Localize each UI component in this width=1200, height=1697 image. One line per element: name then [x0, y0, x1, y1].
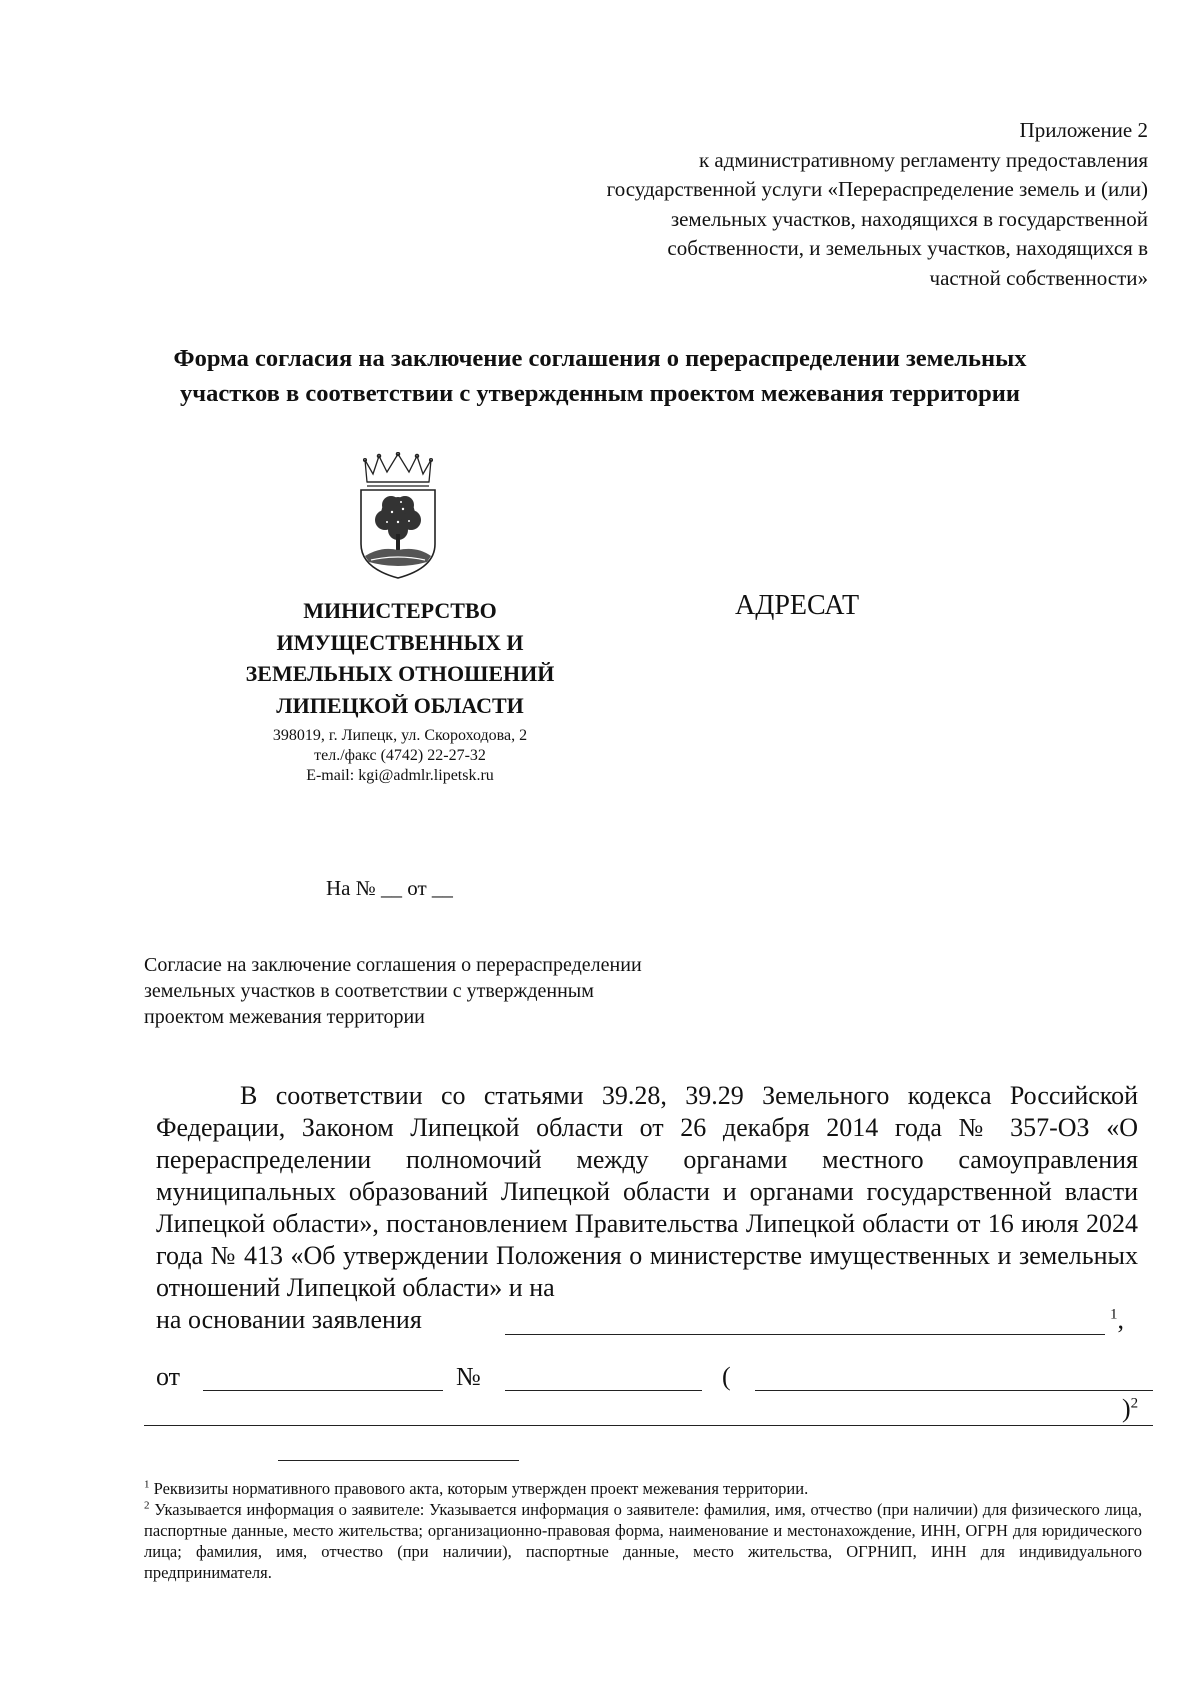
subject	[144, 952, 784, 1030]
footnotes	[144, 1478, 1142, 1583]
subject-line: проектом межевания территории	[144, 1006, 425, 1028]
footnote-mark: 1	[1110, 1306, 1118, 1323]
form-title-line: участков в соответствии с утвержденным проектом межевания территории	[180, 380, 1020, 407]
ministry-line: МИНИСТЕРСТВО	[303, 598, 497, 623]
appendix-line: к административному регламенту предоставления	[698, 147, 1148, 172]
application-details-field[interactable]	[505, 1334, 1105, 1335]
date-field[interactable]	[203, 1390, 443, 1391]
appendix-line: собственности, и земельных участков, находящихся в	[667, 236, 1148, 260]
footnote-mark: 2	[1130, 1395, 1139, 1412]
ministry-address: 398019, г. Липецк, ул. Скороходова, 2	[272, 727, 528, 744]
close-paren: )	[1122, 1394, 1131, 1423]
form-title	[120, 341, 1080, 411]
footnote-1	[144, 1478, 1142, 1499]
footnote-separator	[278, 1460, 519, 1461]
appendix-line: Приложение 2	[1019, 118, 1148, 142]
subject-line: земельных участков в соответствии с утвержденным	[144, 980, 594, 1002]
footnote-text: Указывается информация о заявителе: Указывается информация о заявителе: фамилия, имя, отчество (при наличии) для физического лица, паспортные данные, место жительства; организационно-правовая форма, наименование и местонахождение, ИНН, ОГРН для юридического лица; фамилия, имя, отчество (при наличии), паспортные данные, место жительства, ОГРНИП, ИНН для индивидуального предпринимателя.	[144, 1500, 1142, 1582]
ministry-phone: тел./факс (4742) 22-27-32	[314, 747, 486, 764]
open-paren: (	[722, 1362, 731, 1391]
applicant-info-field[interactable]	[755, 1390, 1153, 1391]
body-paragraph	[156, 1080, 1138, 1304]
appendix-header	[388, 116, 1148, 293]
subject-line: Согласие на заключение соглашения о перераспределении	[144, 954, 642, 976]
applicant-info-field-continued[interactable]	[144, 1425, 1153, 1426]
footnote-2	[144, 1499, 1142, 1583]
ministry-email: E-mail: kgi@admlr.lipetsk.ru	[306, 767, 494, 784]
footnote-text: Реквизиты нормативного правового акта, которым утвержден проект межевания территории.	[149, 1479, 809, 1498]
appendix-line: государственной услуги «Перераспределение земель и (или)	[606, 177, 1148, 201]
ministry-line: ЛИПЕЦКОЙ ОБЛАСТИ	[276, 692, 524, 718]
appendix-line: частной собственности»	[929, 265, 1148, 290]
ministry-line: ИМУЩЕСТВЕННЫХ И	[276, 629, 524, 655]
footnote-mark: 1	[144, 1478, 150, 1491]
number-label: №	[456, 1362, 481, 1391]
number-field[interactable]	[505, 1390, 702, 1391]
basis-label: на основании заявления	[156, 1305, 422, 1334]
footnote-ref-2	[1122, 1394, 1138, 1424]
coat-of-arms-icon	[357, 452, 439, 580]
ministry-name	[200, 595, 600, 721]
footnote-mark: 2	[144, 1499, 150, 1512]
body-paragraph-text: В соответствии со статьями 39.28, 39.29 Земельного кодекса Российской Федерации, Законом Липецкой области от 26 декабря 2014 года № 357-ОЗ «О перераспределении полномочий между органами местного самоуправления муниципальных образований Липецкой области и органами государственной власти Липецкой области», постановлением Правительства Липецкой области от 16 июля 2024 года № 413 «Об утверждении Положения о министерстве имущественных и земельных отношений Липецкой области» и на	[156, 1081, 1138, 1302]
ministry-contacts	[200, 726, 600, 786]
ministry-line: ЗЕМЕЛЬНЫХ ОТНОШЕНИЙ	[245, 661, 555, 686]
form-title-line: Форма согласия на заключение соглашения о перераспределении земельных	[173, 345, 1027, 372]
appendix-line: земельных участков, находящихся в государственной	[670, 206, 1148, 231]
comma: ,	[1117, 1305, 1124, 1334]
addressee: АДРЕСАТ	[735, 590, 860, 621]
footnote-ref-1	[1110, 1305, 1124, 1335]
from-label: от	[156, 1362, 181, 1391]
reference-line: На № __ от __	[326, 876, 453, 900]
